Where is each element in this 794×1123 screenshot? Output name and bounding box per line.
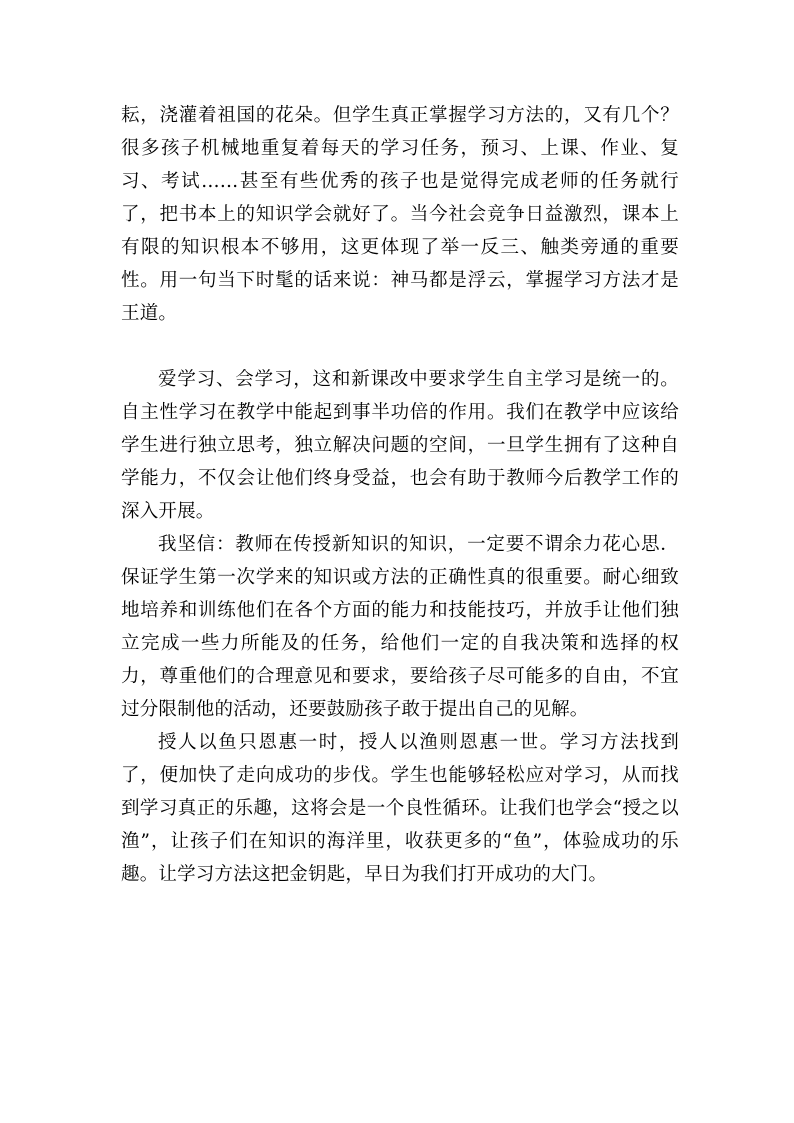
paragraph-1: 耘，浇灌着祖国的花朵。但学生真正掌握学习方法的，又有几个？很多孩子机械地重复着每天的学习任务，预习、上课、作业、复习、考试……甚至有些优秀的孩子也是觉得完成老师的任务就行了，把书本上的知识学会就好了。当今社会竞争日益激烈，课本上有限的知识根本不够用，这更体现了举一反三、触类旁通的重要性。用一句当下时髦的话来说：神马都是浮云，掌握学习方法才是王道。 [121, 105, 679, 324]
paragraph-4: 授人以鱼只恩惠一时，授人以渔则恩惠一世。学习方法找到了，便加快了走向成功的步伐。学生也能够轻松应对学习，从而找到学习真正的乐趣，这将会是一个良性循环。让我们也学会“授之以渔”，让孩子们在知识的海洋里，收获更多的“鱼”，体验成功的乐趣。让学习方法这把金钥匙，早日为我们打开成功的大门。 [121, 732, 679, 885]
paragraph-2: 爱学习、会学习，这和新课改中要求学生自主学习是统一的。自主性学习在教学中能起到事半功倍的作用。我们在教学中应该给学生进行独立思考，独立解决问题的空间，一旦学生拥有了这种自学能力，不仅会让他们终身受益，也会有助于教师今后教学工作的深入开展。 [121, 369, 679, 522]
document-page [121, 99, 679, 1039]
paragraph-3: 我坚信：教师在传授新知识的知识，一定要不谓余力花心思．保证学生第一次学来的知识或方法的正确性真的很重要。耐心细致地培养和训练他们在各个方面的能力和技能技巧，并放手让他们独立完成一些力所能及的任务，给他们一定的自我决策和选择的权力，尊重他们的合理意见和要求，要给孩子尽可能多的自由，不宜过分限制他的活动，还要鼓励孩子敢于提出自己的见解。 [121, 534, 679, 720]
